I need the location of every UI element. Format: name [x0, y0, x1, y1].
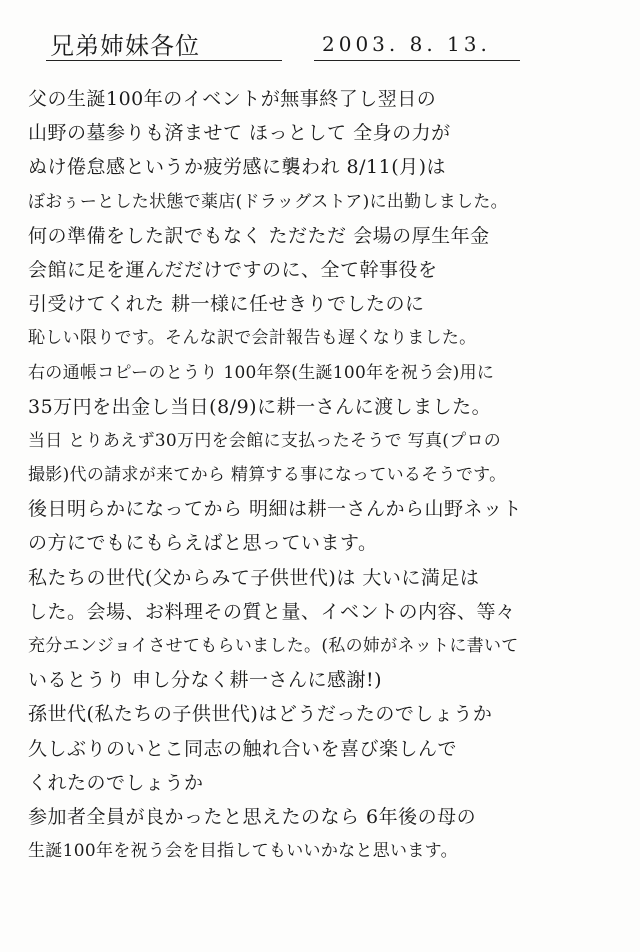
- body-line: 山野の墓参りも済ませて ほっとして 全身の力が: [28, 122, 451, 145]
- body-line: 参加者全員が良かったと思えたのなら 6年後の母の: [28, 805, 477, 828]
- body-line: 当日 とりあえず30万円を会館に支払ったそうで 写真(プロの: [28, 430, 502, 451]
- body-line: 私たちの世代(父からみて子供世代)は 大いに満足は: [28, 566, 480, 589]
- body-line: くれたのでしょうか: [28, 771, 204, 794]
- body-line: ぬけ倦怠感というか疲労感に襲われ 8/11(月)は: [28, 156, 447, 179]
- body-line: 生誕100年を祝う会を目指してもいいかなと思います。: [28, 841, 458, 862]
- body-line: 恥しい限りです。そんな訳で会計報告も遅くなりました。: [28, 328, 477, 349]
- letter-header: [40, 20, 620, 64]
- body-line: 久しぶりのいとこ同志の触れ合いを喜び楽しんで: [28, 737, 458, 760]
- body-line: の方にでもにもらえばと思っています。: [28, 532, 378, 555]
- title-underline: [46, 60, 282, 61]
- body-line: 充分エンジョイさせてもらいました。(私の姉がネットに書いて: [28, 636, 519, 656]
- body-line: 撮影)代の請求が来てから 精算する事になっているそうです。: [28, 465, 507, 486]
- body-line: 父の生誕100年のイベントが無事終了し翌日の: [28, 88, 437, 110]
- body-line: した。会場、お料理その質と量、イベントの内容、等々: [28, 600, 516, 623]
- body-line: 引受けてくれた 耕一様に任せきりでしたのに: [28, 293, 425, 316]
- body-line: 35万円を出金し当日(8/9)に耕一さんに渡しました。: [28, 395, 492, 418]
- body-line: 孫世代(私たちの子供世代)はどうだったのでしょうか: [28, 703, 493, 726]
- body-line: ぼおぅーとした状態で薬店(ドラッグストア)に出勤しました。: [28, 191, 508, 212]
- body-line: 右の通帳コピーのとうり 100年祭(生誕100年を祝う会)用に: [28, 362, 495, 383]
- letter-body: [28, 82, 618, 868]
- body-line: 後日明らかになってから 明細は耕一さんから山野ネット: [28, 498, 523, 521]
- body-line: いるとうり 申し分なく耕一さんに感謝!): [28, 669, 383, 692]
- letter-title: 兄弟姉妹各位: [50, 32, 200, 60]
- date-underline: [314, 60, 520, 61]
- body-line: 会館に足を運んだだけですのに、全て幹事役を: [28, 258, 438, 281]
- letter-date: 2003. 8. 13.: [322, 32, 491, 56]
- body-line: 何の準備をした訳でもなく ただただ 会場の厚生年金: [28, 224, 490, 247]
